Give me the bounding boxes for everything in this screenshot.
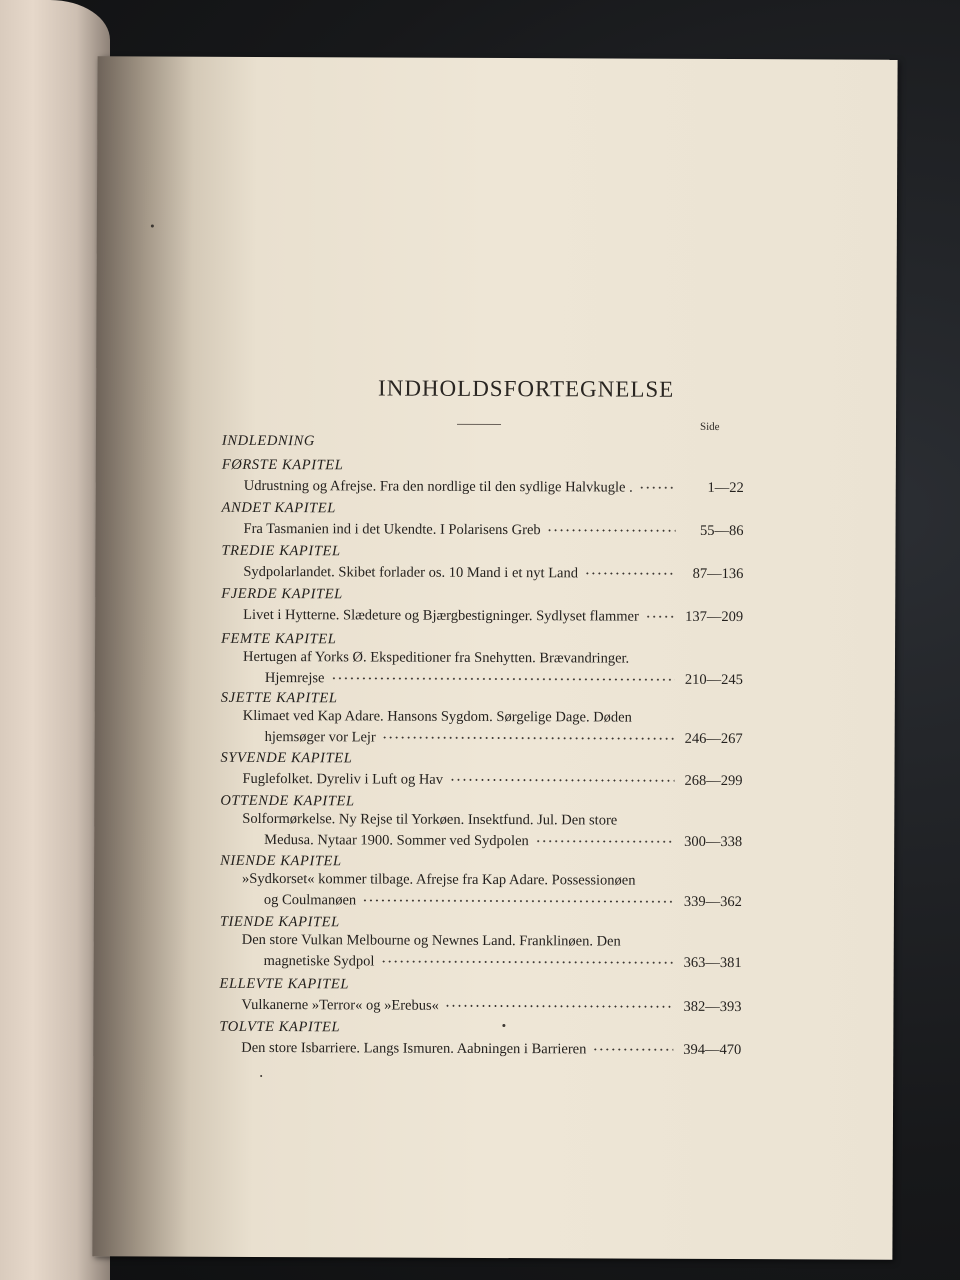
- chapter-entry-line: [244, 518, 744, 540]
- chapter-heading: SJETTE KAPITEL: [220, 689, 338, 707]
- chapter-description: Medusa. Nytaar 1900. Sommer ved Sydpolen: [264, 831, 529, 849]
- chapter-heading: ANDET KAPITEL: [221, 499, 336, 517]
- chapter-description: Udrustning og Afrejse. Fra den nordlige til den sydlige Halvkugle .: [243, 477, 633, 496]
- chapter-description: Hjemrejse: [264, 669, 325, 686]
- intro-heading: INDLEDNING: [221, 432, 315, 450]
- chapter-description: hjemsøger vor Lejr: [264, 728, 376, 745]
- leader-dots: [449, 769, 675, 784]
- chapter-heading: SYVENDE KAPITEL: [220, 749, 353, 767]
- chapter-description: Den store Isbarriere. Langs Ismuren. Aabningen i Barrieren: [241, 1039, 587, 1057]
- title-rule: [457, 424, 501, 425]
- page-range: 339—362: [683, 893, 742, 910]
- chapter-description: Solformørkelse. Ny Rejse til Yorkøen. Insektfund. Jul. Den store: [242, 810, 618, 829]
- leader-dots: [584, 562, 675, 577]
- paper-speck: [151, 224, 154, 227]
- page-range: 246—267: [684, 730, 743, 747]
- chapter-heading: FJERDE KAPITEL: [221, 585, 343, 603]
- chapter-description: Livet i Hytterne. Slædeture og Bjærgbestigninger. Sydlyset flammer: [243, 606, 639, 625]
- chapter-entry-line: [243, 708, 743, 727]
- chapter-entry-line: [243, 649, 743, 668]
- paper-speck: [502, 1024, 505, 1027]
- chapter-description: »Sydkorset« kommer tilbage. Afrejse fra Kap Adare. Possessionøen: [241, 870, 636, 889]
- leader-dots: [445, 995, 674, 1010]
- leader-dots: [645, 606, 675, 621]
- page-range: 87—136: [692, 565, 744, 582]
- page-range: 137—209: [685, 608, 744, 625]
- chapter-entry-line: [242, 871, 742, 890]
- chapter-description: og Coulmanøen: [263, 891, 357, 908]
- chapter-entry-line: [242, 768, 742, 790]
- page-range: 1—22: [707, 479, 744, 496]
- leader-dots: [639, 477, 676, 492]
- chapter-heading: NIENDE KAPITEL: [220, 852, 342, 870]
- chapter-heading: TIENDE KAPITEL: [219, 913, 340, 931]
- chapter-description: Fra Tasmanien ind i det Ukendte. I Polarisens Greb: [243, 520, 541, 538]
- chapter-entry-line: [265, 726, 743, 748]
- chapter-heading: OTTENDE KAPITEL: [220, 792, 355, 810]
- leader-dots: [382, 727, 675, 743]
- chapter-entry-line: [241, 1037, 741, 1059]
- leader-dots: [330, 667, 674, 683]
- chapter-entry-line: [241, 994, 741, 1016]
- chapter-heading: TREDIE KAPITEL: [221, 542, 341, 560]
- chapter-description: Den store Vulkan Melbourne og Newnes Land. Franklinøen. Den: [241, 931, 621, 950]
- leader-dots: [547, 519, 676, 534]
- chapter-entry-line: [243, 604, 743, 626]
- chapter-description: Sydpolarlandet. Skibet forlader os. 10 Mand i et nyt Land: [243, 563, 579, 581]
- chapter-heading: ELLEVTE KAPITEL: [219, 975, 350, 993]
- chapter-description: magnetiske Sydpol: [263, 952, 375, 969]
- page-range: 210—245: [684, 671, 743, 688]
- chapter-entry-line: [243, 561, 743, 583]
- chapter-entry-line: [264, 950, 742, 972]
- leader-dots: [380, 951, 673, 967]
- chapter-heading: FØRSTE KAPITEL: [221, 456, 344, 474]
- side-column-label: Side: [699, 420, 720, 433]
- leader-dots: [592, 1038, 673, 1053]
- chapter-entry-line: [264, 829, 742, 851]
- chapter-heading: TOLVTE KAPITEL: [219, 1018, 341, 1036]
- page-range: 300—338: [684, 833, 743, 850]
- leader-dots: [535, 830, 674, 845]
- book-page: [92, 56, 897, 1259]
- page-range: 394—470: [683, 1041, 742, 1058]
- chapter-description: Vulkanerne »Terror« og »Erebus«: [241, 996, 439, 1014]
- page-range: 55—86: [700, 522, 744, 539]
- chapter-entry-line: [244, 475, 744, 497]
- chapter-entry-line: [242, 932, 742, 951]
- page-range: 382—393: [683, 998, 742, 1015]
- chapter-entry-line: [242, 811, 742, 830]
- chapter-description: Fuglefolket. Dyreliv i Luft og Hav: [242, 770, 444, 788]
- chapter-entry-line: [265, 667, 743, 689]
- page-range: 363—381: [683, 954, 742, 971]
- chapter-description: Hertugen af Yorks Ø. Ekspeditioner fra Snehytten. Brævandringer.: [242, 648, 630, 667]
- paper-speck: [260, 1075, 262, 1077]
- chapter-description: Klimaet ved Kap Adare. Hansons Sygdom. Sørgelige Dage. Døden: [242, 707, 632, 726]
- page-range: 268—299: [684, 772, 743, 789]
- leader-dots: [362, 889, 674, 905]
- page-title: INDHOLDSFORTEGNELSE: [378, 375, 675, 402]
- chapter-entry-line: [264, 889, 742, 911]
- chapter-heading: FEMTE KAPITEL: [221, 630, 337, 648]
